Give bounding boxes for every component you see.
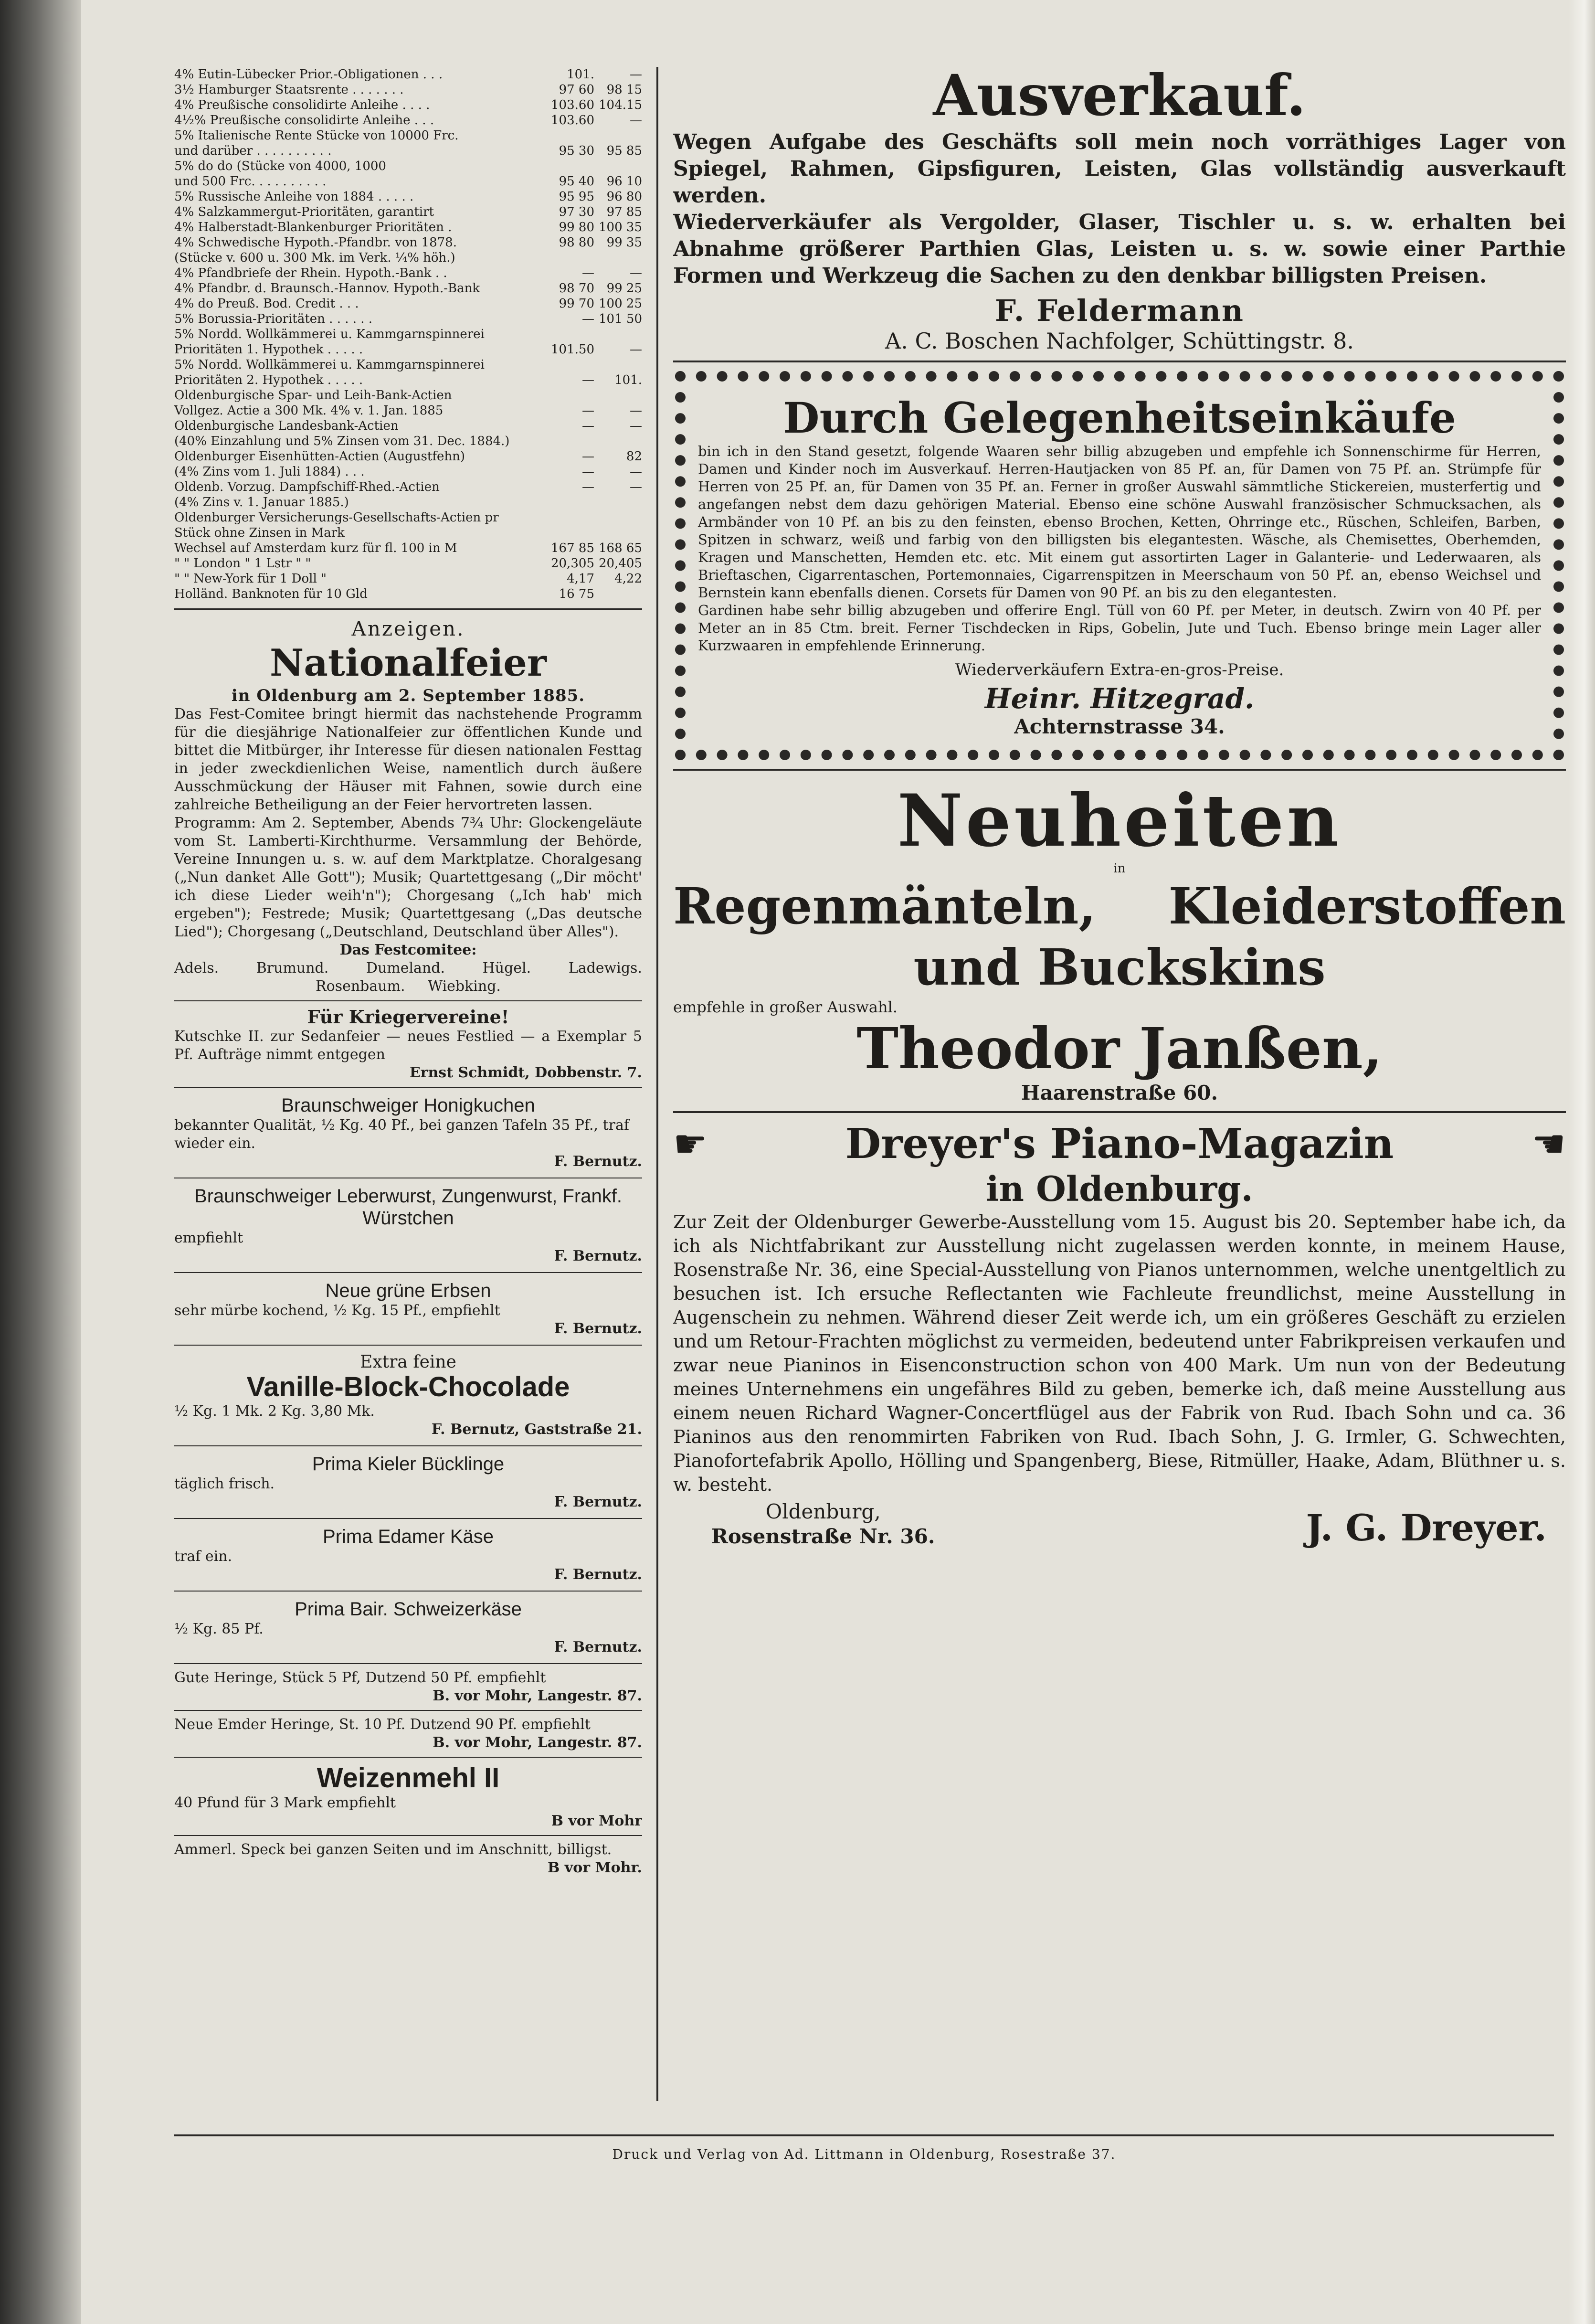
divider [673,1111,1566,1113]
stock-name: Stück ohne Zinsen in Mark [174,526,345,540]
stock-name: (Stücke v. 600 u. 300 Mk. im Verk. ¼% höh.) [174,251,455,265]
stock-name: Oldenburgische Spar- und Leih-Bank-Actien [174,388,452,403]
stock-row [174,113,642,128]
stock-row [174,372,642,388]
stock-value: — [582,449,594,464]
dreyer-subtitle: in Oldenburg. [986,1168,1253,1209]
divider [174,1591,642,1592]
stock-value [537,525,594,541]
stock-name: Holländ. Banknoten für 10 Gld [174,587,368,601]
dreyer-title: Dreyer's Piano-Magazin [845,1120,1394,1168]
stock-value: 103.60 [551,113,594,127]
stock-value: 167 85 [551,541,594,555]
ad-title: Vanille-Block-Chocolade [246,1371,570,1402]
stock-value: — [630,67,642,82]
right-column [673,62,1566,2106]
ad-body: empfiehlt [174,1230,243,1246]
stock-row [174,388,642,403]
stock-row [174,67,642,82]
hitzegrad-body: bin ich in den Stand gesetzt, folgende Waaren sehr billig abzugeben und empfehle ich Sonnenschirme für Herren, Damen und Kinder noch im Ausverkauf. Herren-Hautjacken von 85 Pf. an, für Damen von 75 Pf. an. Strümpfe für Herren von 25 Pf. an, für Damen von 35 Pf. an. Ferner in großer Auswahl sämmtliche Stickereien, musterfertig und angefangen nebst dem dazu gehörigen Material. Ebenso eine schöne Auswahl französischer Schmucksachen, als Armbänder von 10 Pf. an bis zu den feinsten, ebenso Brochen, Ketten, Ohrringe etc., Rüschen, Schleifen, Barben, Spitzen in schwarz, weiß und farbig von den billigsten bis elegantesten. Wäsche, als Chemisettes, Oberhemden, Kragen und Manschetten, Hemden etc. etc. Mit einem gut assortirten Lager in Galanterie- und Lederwaaren, als Brieftaschen, Cigarrentaschen, Portemonnaies, Cigarrenspitzen in Meerschaum von 50 Pf. an, ebenso Weichsel und Bernstein kann ebenfalls dienen. Corsets für Damen von 90 Pf. an bis zu den elegantesten. [698,443,1541,601]
stock-value: — [630,342,642,357]
dreyer-body: Zur Zeit der Oldenburger Gewerbe-Ausstellung vom 15. August bis 20. September habe ich, da ich als Nichtfabrikant zur Ausstellung nicht zugelassen werden konnte, in meinem Hause, Rosenstraße Nr. 36, eine Special-Ausstellung von Pianos unternommen, welche unentgeltlich zu besuchen ist. Ich ersuche Reflectanten wie Fachleute freundlichst, meine Ausstellung in Augenschein zu nehmen. Während dieser Zeit werde ich, um ein größeres Geschäft zu erzielen und um Retour-Frachten möglichst zu vermeiden, bedeutend unter Fabrikpreisen verkaufen und zwar neue Pianinos in Eisenconstruction schon von 400 Mark. Um nun von der Bedeutung meines Unternehmens ein ungefähres Bild zu geben, bemerke ich, daß meine Ausstellung aus einem neuen Richard Wagner-Concertflügel aus der Fabrik von Rud. Ibach Sohn und ca. 36 Pianinos aus den renommirten Fabriken von Rud. Ibach Sohn, J. G. Irmler, G. Schwechten, Pianofortefabrik Apollo, Hölling und Spangenberg, Biese, Ritmüller, Haake, Adam, Blüthner u. s. w. besteht. [673,1211,1566,1495]
stock-row [174,449,642,464]
emder-sign: B. vor Mohr, Langestr. 87. [433,1734,642,1751]
stock-value [537,159,594,174]
stock-row [174,82,642,97]
divider [174,1087,642,1088]
grocery-ad [174,1524,642,1586]
comitee-name: Dumeland. [366,960,445,976]
dreyer-place-city: Oldenburg, [765,1500,881,1523]
stock-row [174,403,642,418]
nationalfeier-subtitle: in Oldenburg am 2. September 1885. [231,686,585,705]
ad-title: Prima Edamer Käse [323,1526,494,1547]
stock-name: 5% Nordd. Wollkämmerei u. Kammgarnspinnerei [174,358,485,372]
speck-sign: B vor Mohr. [547,1859,642,1876]
comitee-name: Ladewigs. [568,960,642,976]
ad-pretitle: Extra feine [360,1352,456,1372]
stock-name: Oldenburger Versicherungs-Gesellschafts-Actien pr [174,510,499,525]
comitee-name: Brumund. [256,960,329,976]
janssen-empfehle: empfehle in großer Auswahl. [673,998,898,1016]
ad-sign: F. Bernutz. [554,1248,642,1264]
weizenmehl-sign: B vor Mohr [551,1813,642,1829]
ad-sign: F. Bernutz. [554,1566,642,1583]
ad-body: täglich frisch. [174,1475,275,1492]
stock-value: 168 65 [599,541,642,555]
hitzegrad-title: Durch Gelegenheitseinkäufe [783,393,1456,443]
stock-row [174,311,642,327]
stock-value: — [582,373,594,387]
heringe-ad: Gute Heringe, Stück 5 Pf, Dutzend 50 Pf. empfiehlt [174,1669,546,1686]
stock-value: — [582,403,594,418]
stock-name: 4% do Preuß. Bod. Credit . . . [174,297,359,311]
stock-row [174,296,642,311]
stock-value [537,327,594,342]
grocery-ad [174,1278,642,1340]
ad-title: Neue grüne Erbsen [325,1280,491,1301]
hitzegrad-body2: Gardinen habe sehr billig abzugeben und offerire Engl. Tüll von 60 Pf. per Meter, in deutsch. Zwirn von 40 Pf. per Meter an in 85 Ctm. breit. Ferner Tischdecken in Rips, Gobelin, Jute und Tuch. Ebenso bringe mein Lager aller Kurzwaaren in empfehlende Erinnerung. [698,602,1541,654]
feldermann-address: A. C. Boschen Nachfolger, Schüttingstr. 8. [885,328,1354,354]
divider [673,361,1566,362]
stock-name: Oldenburgische Landesbank-Actien [174,419,399,433]
stock-row [174,571,642,586]
stock-name: 4% Preußische consolidirte Anleihe . . . . [174,98,430,112]
stock-row [174,265,642,281]
ad-body: traf ein. [174,1548,232,1565]
janssen-name: Theodor Janßen, [856,1015,1383,1082]
comitee-name: Rosenbaum. [316,978,405,995]
stock-value: 101. [614,373,642,387]
stock-name: (4% Zins vom 1. Juli 1884) . . . [174,465,365,479]
pointing-hand-right-icon: ☛ [673,1121,708,1166]
stock-value: 82 [626,449,642,464]
stock-value: 104.15 [599,98,642,112]
stock-name: 5% Italienische Rente Stücke von 10000 Frc. [174,128,459,143]
stock-value [594,510,642,525]
ad-title: Braunschweiger Honigkuchen [281,1095,535,1116]
dreyer-place-street: Rosenstraße Nr. 36. [711,1525,935,1548]
stock-value: 95 40 [559,174,594,189]
stock-value: 99 25 [606,281,642,296]
neuheiten-title: Neuheiten [897,779,1342,863]
weizenmehl-title: Weizenmehl II [317,1762,500,1793]
stock-value: 95 95 [559,190,594,204]
divider [174,608,642,610]
stock-row [174,525,642,541]
stock-value: 97 60 [559,83,594,97]
book-binding [0,0,81,2324]
stock-value: 101.50 [551,342,594,357]
stock-name: 5% Nordd. Wollkämmerei u. Kammgarnspinnerei [174,327,485,341]
hitzegrad-sign: Heinr. Hitzegrad. [984,682,1255,715]
festcomitee-names-row2 [174,977,642,996]
krieger-title: Für Kriegervereine! [307,1006,509,1028]
stock-row [174,495,642,510]
emder-ad: Neue Emder Heringe, St. 10 Pf. Dutzend 90 Pf. empfiehlt [174,1716,591,1733]
stock-name: Wechsel auf Amsterdam kurz für fl. 100 in M [174,541,457,555]
stock-value: 95 85 [606,144,642,158]
column-divider [656,67,658,2101]
stock-name: 4% Halberstadt-Blankenburger Prioritäten . [174,220,452,234]
ad-title: Prima Bair. Schweizerkäse [295,1599,522,1620]
stock-value [537,250,594,265]
divider [174,1000,642,1001]
stock-value: 16 75 [559,587,594,601]
stock-value: 20,305 [551,556,594,571]
divider [174,1272,642,1273]
speck-ad: Ammerl. Speck bei ganzen Seiten und im Anschnitt, billigst. [174,1841,612,1858]
stock-row [174,434,642,449]
stock-row [174,250,642,265]
stock-value: — [582,266,594,280]
comitee-name: Hügel. [482,960,531,976]
stock-value [594,159,642,174]
stock-name: 4% Schwedische Hypoth.-Pfandbr. von 1878. [174,235,457,250]
stock-row [174,204,642,220]
stock-value [537,510,594,525]
ad-sign: F. Bernutz. [554,1494,642,1510]
divider [174,1710,642,1711]
stock-name: 4% Pfandbriefe der Rhein. Hypoth.-Bank . . [174,266,447,280]
kleiderstoffen-text: Kleiderstoffen [1168,877,1566,935]
grocery-ad [174,1183,642,1267]
stock-name: 5% Borussia-Prioritäten . . . . . . [174,312,373,326]
ad-body: sehr mürbe kochend, ½ Kg. 15 Pf., empfiehlt [174,1302,500,1319]
krieger-body: Kutschke II. zur Sedanfeier — neues Festlied — a Exemplar 5 Pf. Aufträge nimmt entgegen [174,1028,642,1063]
stock-row [174,220,642,235]
ad-sign: F. Bernutz. [554,1639,642,1655]
pointing-hand-left-icon: ☚ [1532,1121,1566,1166]
stock-name: (4% Zins v. 1. Januar 1885.) [174,495,349,509]
stock-value: — [630,403,642,418]
stock-value: 101. [567,67,594,82]
stock-name: 5% Russische Anleihe von 1884 . . . . . [174,190,414,204]
dreyer-footer [673,1499,1566,1549]
comitee-name: Wiebking. [428,978,501,995]
stock-row [174,174,642,189]
stock-quotation-table [174,67,642,602]
stock-value: 4,22 [614,572,642,586]
ad-sign: F. Bernutz. [554,1153,642,1170]
stock-name: " " London " 1 Lstr " " [174,556,311,571]
stock-value: 96 80 [606,190,642,204]
divider [174,1445,642,1446]
stock-value: — [630,480,642,494]
nationalfeier-title: Nationalfeier [270,641,547,685]
stock-value: — [630,419,642,433]
ausverkauf-p2: Wiederverkäufer als Vergolder, Glaser, Tischler u. s. w. erhalten bei Abnahme größerer Parthien Glas, Leisten u. s. w. sowie einer Parthie Formen und Werkzeug die Sachen zu den denkbar billigsten Preisen. [673,210,1566,288]
stock-row [174,510,642,525]
stock-name: Vollgez. Actie a 300 Mk. 4% v. 1. Jan. 1885 [174,403,444,418]
stock-value: 97 30 [559,205,594,219]
divider [174,1345,642,1346]
hitzegrad-address: Achternstrasse 34. [1014,715,1225,738]
stock-value [537,495,594,510]
stock-row [174,189,642,204]
stock-row [174,327,642,342]
krieger-sign: Ernst Schmidt, Dobbenstr. 7. [409,1064,642,1081]
stock-value [594,327,642,342]
stock-name: 4% Eutin-Lübecker Prior.-Obligationen . . . [174,67,443,82]
grocery-ad [174,1451,642,1513]
stock-value [537,128,594,143]
hitzegrad-wiederverkaeufer: Wiederverkäufern Extra-en-gros-Preise. [955,660,1284,679]
stock-name: 4½% Preußische consolidirte Anleihe . . . [174,113,434,127]
stock-row [174,281,642,296]
ad-title: Prima Kieler Bücklinge [312,1454,505,1475]
stock-value: 95 30 [559,144,594,158]
stock-value: 20,405 [599,556,642,571]
divider [174,1835,642,1836]
stock-value: 100 35 [599,220,642,234]
stock-name: und 500 Frc. . . . . . . . . . [174,174,327,189]
stock-value: — [582,312,594,326]
stock-name: und darüber . . . . . . . . . . [174,144,332,158]
stock-value: — [582,419,594,433]
stock-value: 98 15 [606,83,642,97]
ausverkauf-p1: Wegen Aufgabe des Geschäfts soll mein noch vorräthiges Lager von Spiegel, Rahmen, Gipsfiguren, Leisten, Glas vollständig ausverkauft werden. [673,130,1566,208]
stock-name: 4% Salzkammergut-Prioritäten, garantirt [174,205,434,219]
ausverkauf-title: Ausverkauf. [933,62,1306,128]
footer-rule [174,2134,1554,2136]
festcomitee-title: Das Festcomitee: [339,942,477,958]
stock-value: 96 10 [606,174,642,189]
stock-row [174,556,642,571]
stock-name: (40% Einzahlung und 5% Zinsen vom 31. Dec. 1884.) [174,434,510,448]
stock-name: Prioritäten 1. Hypothek . . . . . [174,342,363,357]
stock-value [594,388,642,403]
stock-value [594,357,642,372]
stock-value [594,586,642,602]
divider [174,1518,642,1519]
stock-value [594,434,642,449]
anzeigen-heading: Anzeigen. [351,617,465,640]
stock-value [537,388,594,403]
stock-value: 97 85 [606,205,642,219]
janssen-address: Haarenstraße 60. [1021,1081,1218,1104]
stock-row [174,235,642,250]
ad-title: Braunschweiger Leberwurst, Zungenwurst, Frankf. Würstchen [194,1186,622,1229]
stock-name: 3½ Hamburger Staatsrente . . . . . . . [174,83,404,97]
stock-row [174,418,642,434]
stock-value [537,434,594,449]
stock-row [174,97,642,113]
grocery-ad [174,1350,642,1441]
stock-value: 99 70 [559,297,594,311]
stock-value: 99 80 [559,220,594,234]
dreyer-sign: J. G. Dreyer. [1306,1507,1547,1549]
divider [673,769,1566,771]
stock-row [174,159,642,174]
buckskins-text: und Buckskins [913,938,1326,997]
stock-value: 4,17 [567,572,594,586]
stock-value: — [582,465,594,479]
grocery-ad [174,1093,642,1173]
neuheiten-line2 [673,876,1566,937]
stock-name: " " New-York für 1 Doll " [174,572,327,586]
stock-row [174,342,642,357]
stock-value: 101 50 [599,312,642,326]
stock-value: — [630,465,642,479]
stock-value: 99 35 [606,235,642,250]
stock-value [537,357,594,372]
stock-value: — [630,113,642,127]
stock-row [174,128,642,143]
stock-name: 4% Pfandbr. d. Braunsch.-Hannov. Hypoth.-Bank [174,281,480,296]
ad-body: ½ Kg. 1 Mk. 2 Kg. 3,80 Mk. [174,1403,375,1420]
stock-value: 100 25 [599,297,642,311]
dreyer-place [711,1499,935,1549]
stock-value [594,128,642,143]
stock-row [174,143,642,159]
left-column [174,67,642,2087]
stock-name: Prioritäten 2. Hypothek . . . . . [174,373,363,387]
dreyer-header [673,1120,1566,1168]
ad-body: ½ Kg. 85 Pf. [174,1621,264,1637]
hitzegrad-ad [675,371,1564,760]
stock-row [174,464,642,479]
stock-row [174,479,642,495]
weizenmehl-body: 40 Pfund für 3 Mark empfiehlt [174,1794,396,1811]
stock-row [174,541,642,556]
heringe-sign: B. vor Mohr, Langestr. 87. [433,1687,642,1704]
feldermann-sign: F. Feldermann [995,293,1244,328]
ad-sign: F. Bernutz, Gaststraße 21. [431,1421,642,1438]
stock-row [174,586,642,602]
divider [174,1663,642,1664]
grocery-ad [174,1596,642,1658]
imprint-footer: Druck und Verlag von Ad. Littmann in Oldenburg, Rosestraße 37. [612,2146,1116,2162]
stock-name: Oldenburger Eisenhütten-Actien (Augustfehn) [174,449,465,464]
stock-value [594,495,642,510]
regenmaenteln-text: Regenmänteln, [673,877,1096,935]
neuheiten-in: in [1113,861,1126,876]
stock-value: 103.60 [551,98,594,112]
nationalfeier-body: Das Fest-Comitee bringt hiermit das nachstehende Programm für die diesjährige Nationalfeier zur öffentlichen Kunde und bittet die Mitbürger, ihr Interesse für diesen nationalen Festtag in jeder zweckdienlichen Weise, namentlich durch äußere Ausschmückung der Häuser mit Fahnen, sowie durch eine zahlreiche Betheiligung an der Feier hervortreten lassen. [174,706,642,813]
stock-value [594,525,642,541]
grocery-ads [174,1087,642,1658]
stock-value: — [582,480,594,494]
nationalfeier-programm: Programm: Am 2. September, Abends 7¾ Uhr: Glockengeläute vom St. Lamberti-Kirchthurme. Versammlung der Behörde, Vereine Innungen u. s. w. auf dem Marktplatze. Choralgesang („Nun danket Alle Gott"); Musik; Quartettgesang („Dir möcht' ich diese Lieder weih'n"); Chorgesang („Ich hab' mich ergeben"); Festrede; Musik; Quartettgesang („Das deutsche Lied"); Chorgesang („Deutschland, Deutschland über Alles"). [174,815,642,940]
ad-sign: F. Bernutz. [554,1320,642,1337]
ad-body: bekannter Qualität, ½ Kg. 40 Pf., bei ganzen Tafeln 35 Pf., traf wieder ein. [174,1117,629,1152]
stock-value: — [630,266,642,280]
comitee-name: Adels. [174,960,219,976]
page-edge [1569,0,1595,2324]
stock-value: 98 80 [559,235,594,250]
stock-value [594,250,642,265]
stock-row [174,357,642,372]
stock-value: 98 70 [559,281,594,296]
festcomitee-names-row1 [174,959,642,977]
stock-name: Oldenb. Vorzug. Dampfschiff-Rhed.-Actien [174,480,440,494]
stock-name: 5% do do (Stücke von 4000, 1000 [174,159,386,173]
divider [174,1757,642,1758]
